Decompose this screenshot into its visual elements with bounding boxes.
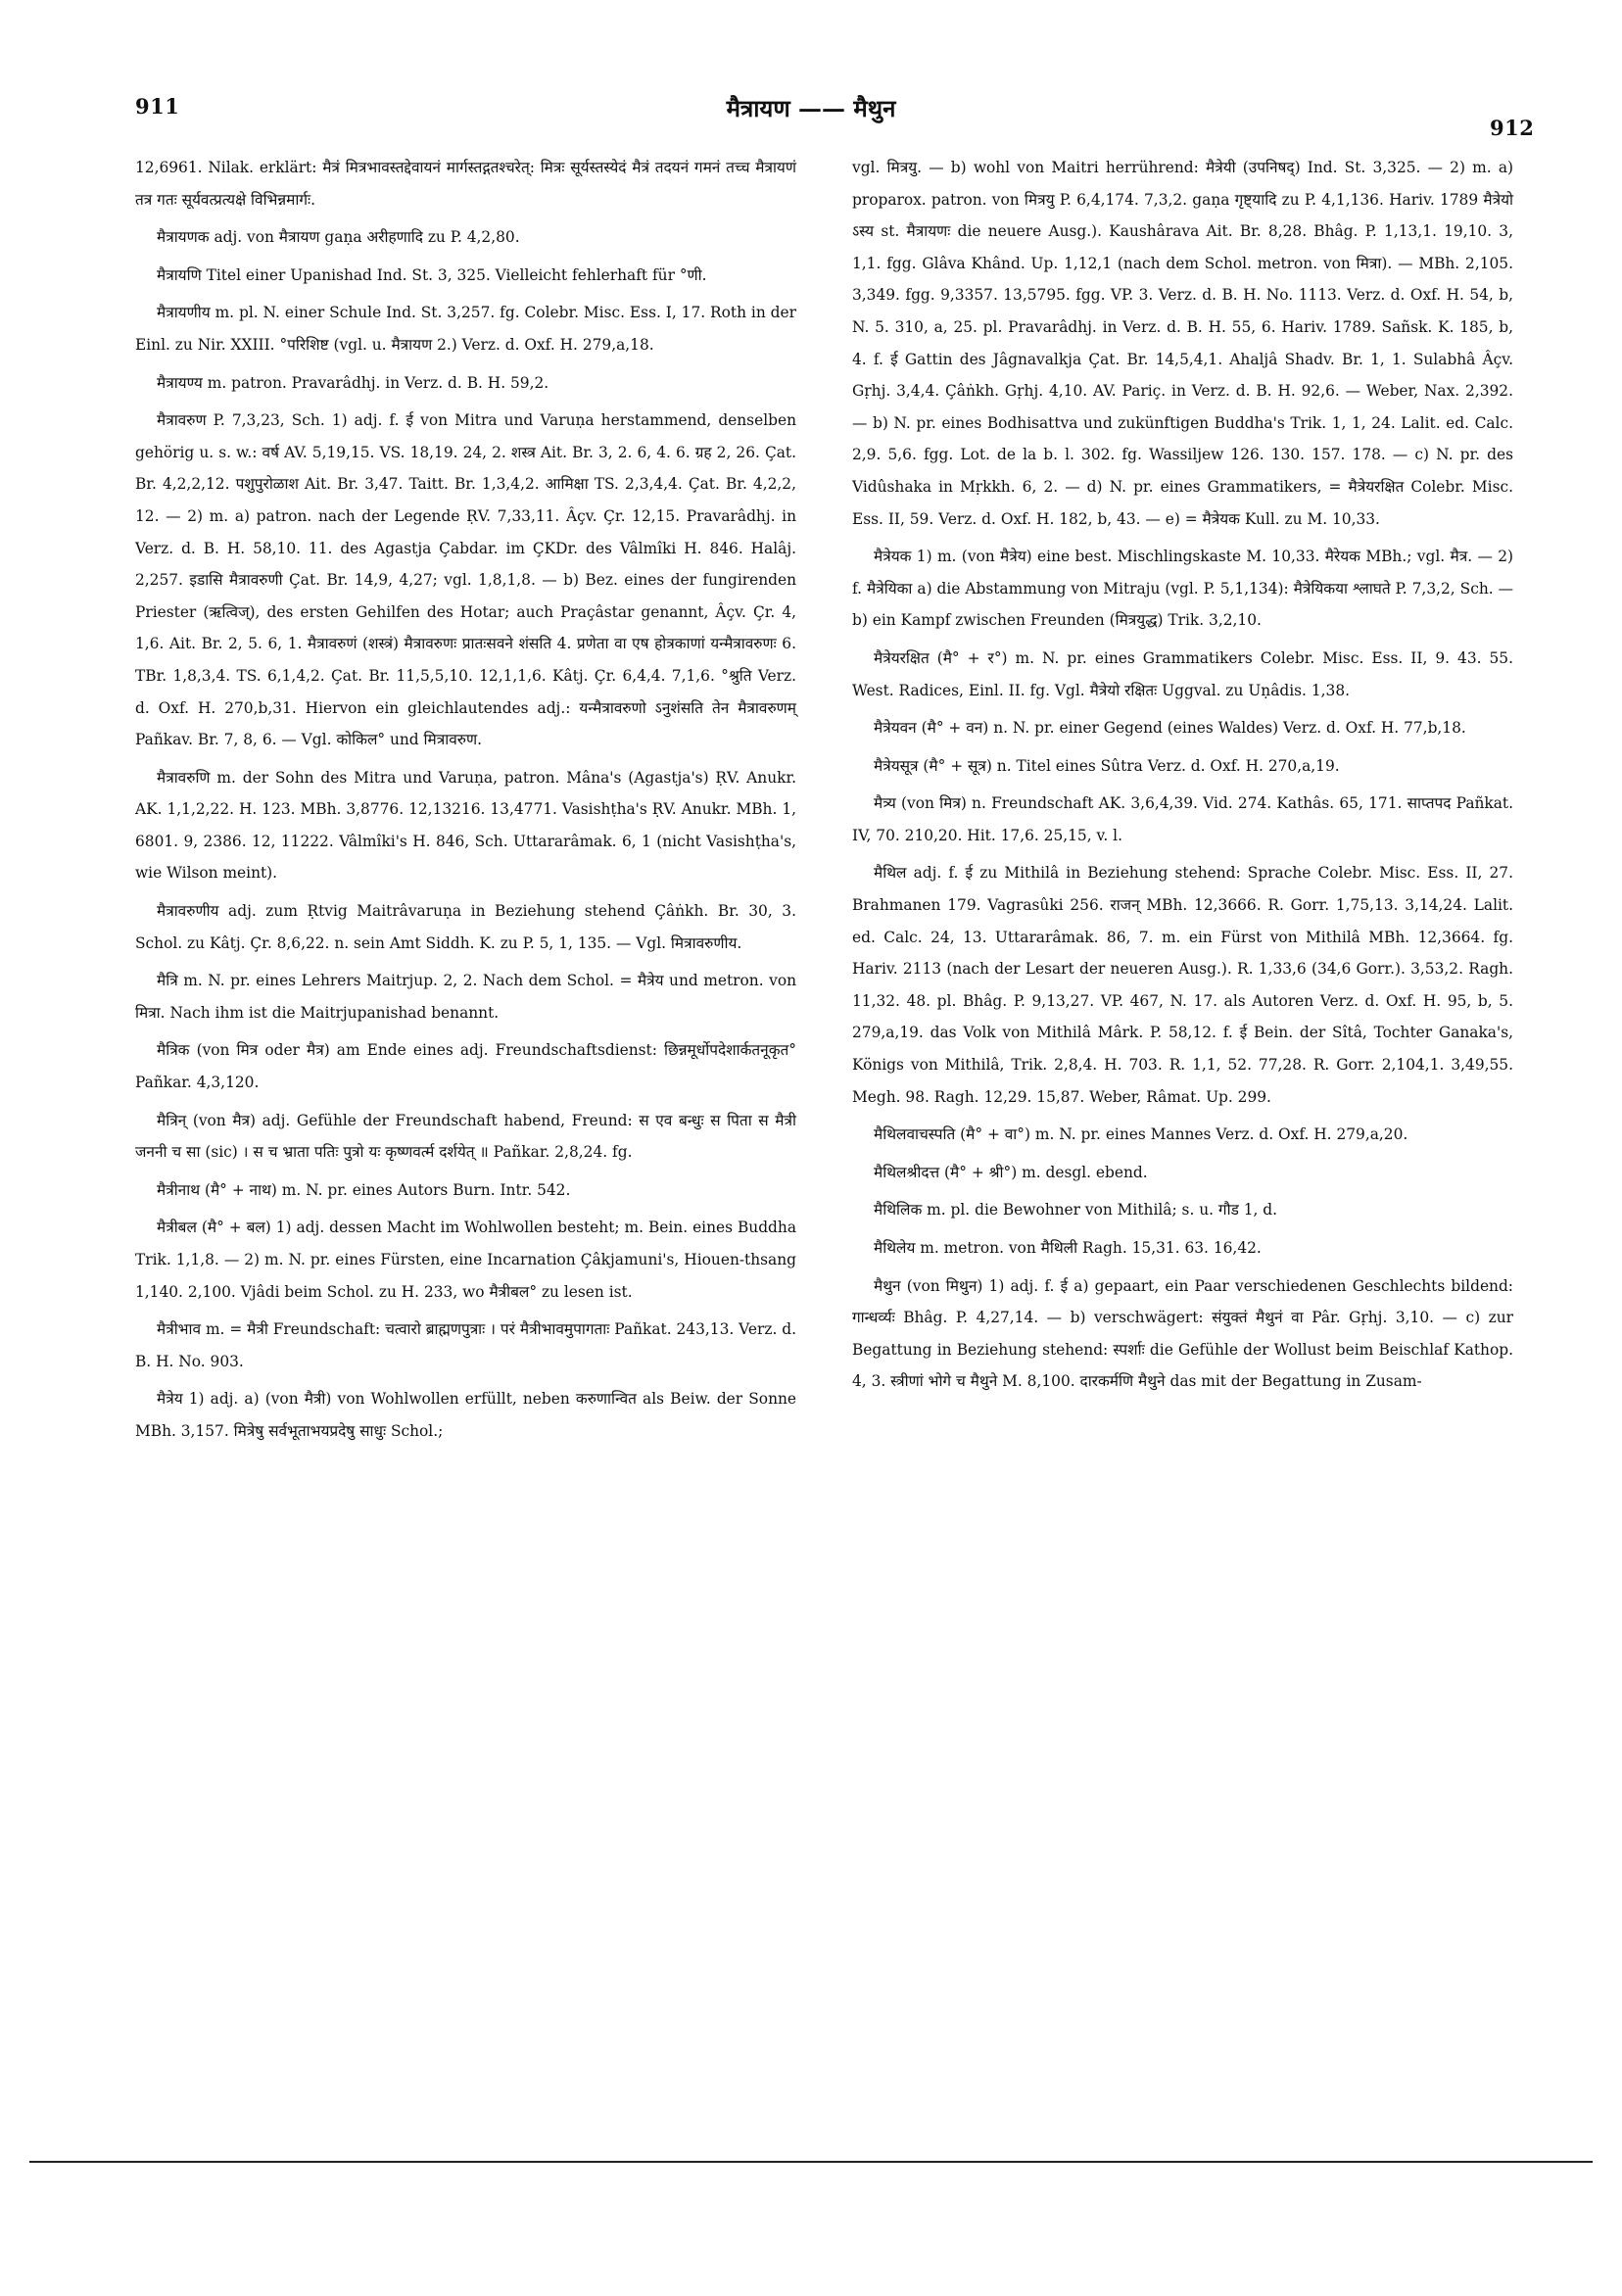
entry: मैत्रायणि Titel einer Upanishad Ind. St. 3, 325. Vielleicht fehlerhaft für °णी. <box>157 265 707 284</box>
entry: मैत्रायणीय m. pl. N. einer Schule Ind. St. 3,257. fg. Colebr. Misc. Ess. I, 17. Roth in der Einl. zu Nir. XXIII. °परिशिष्ट (vgl. u. मैत्रायण 2.) Verz. d. Oxf. H. 279,a,18. <box>135 304 796 354</box>
entry: मैत्रेय 1) adj. a) (von मैत्री) von Wohlwollen erfüllt, neben करुणान्वित als Beiw. der Sonne MBh. 3,157. मित्रेषु सर्वभूताभयप्रदेषु साधुः Schol.; <box>135 1390 796 1440</box>
entry: मैथिलिक m. pl. die Bewohner von Mithilâ; s. u. गौड 1, d. <box>874 1201 1278 1220</box>
entry: मैत्रीबल (मै° + बल) 1) adj. dessen Macht im Wohlwollen besteht; m. Bein. eines Buddha Trik. 1,1,8. — 2) m. N. pr. eines Fürsten, eine Incarnation Çâkjamuni's, Hiouen-thsang 1,140. 2,100. Vjâdi beim Schol. zu H. 233, wo मैत्रीबल° zu lesen ist. <box>135 1219 796 1301</box>
entry: मैत्रेयरक्षित (मै° + र°) m. N. pr. eines Grammatikers Colebr. Misc. Ess. II, 9. 43. 55. West. Radices, Einl. II. fg. Vgl. मैत्रेयो रक्षितः Uggval. zu Uṇâdis. 1,38. <box>852 648 1513 699</box>
entry: मैत्रावरुण P. 7,3,23, Sch. 1) adj. f. ई von Mitra und Varuṇa herstammend, denselben gehörig u. s. w.: वर्ष AV. 5,19,15. VS. 18,19. 24, 2. शस्त्र Ait. Br. 3, 2. 6, 4. 6. ग्रह 2, 26. Çat. Br. 4,2,2,12. पशुपुरोळाश Ait. Br. 3,47. Taitt. Br. 1,3,4,2. आमिक्षा TS. 2,3,4,4. Çat. Br. 4,2,2, 12. — 2) m. a) patron. nach der Legende ṚV. 7,33,11. Âçv. Çr. 12,15. Pravarâdhj. in Verz. d. B. H. 58,10. 11. des Agastja Çabdar. im ÇKDr. des Vâlmîki H. 846. Halâj. 2,257. इडासि मैत्रावरुणी Çat. Br. 14,9, 4,27; vgl. 1,8,1,8. — b) Bez. eines der fungirenden Priester (ऋत्विज्), des ersten Gehilfen des Hotar; auch Praçâstar genannt, Âçv. Çr. 4, 1,6. Ait. Br. 2, 5. 6, 1. मैत्रावरुणं (शस्त्रं) मैत्रावरुणः प्रातःसवने शंसति 4. प्रणेता वा एष होत्रकाणां यन्मैत्रावरुणः 6. TBr. 1,8,3,4. TS. 6,1,4,2. Çat. Br. 11,5,5,10. 12,1,1,6. Kâtj. Çr. 6,4,4. 7,1,6. °श्रुति Verz. d. Oxf. H. 270,b,31. Hiervon ein gleichlautendes adj.: यन्मैत्रावरुणो ऽनुशंसति तेन मैत्रावरुणम् Pañkav. Br. 7, 8, 6. — Vgl. कोकिल° und मित्रावरुण. <box>135 411 796 749</box>
entry: मैत्रावरुणीय adj. zum Ṛtvig Maitrâvaruṇa in Beziehung stehend Çâṅkh. Br. 30, 3. Schol. zu Kâtj. Çr. 8,6,22. n. sein Amt Siddh. K. zu P. 5, 1, 135. — Vgl. मित्रावरुणीय. <box>135 902 796 952</box>
page-number-left: 911 <box>135 94 180 119</box>
entry: मैत्रायण्य m. patron. Pravarâdhj. in Verz. d. B. H. 59,2. <box>157 373 549 392</box>
entry: मैत्रेयक 1) m. (von मैत्रेय) eine best. Mischlingskaste M. 10,33. मैरेयक MBh.; vgl. मैत्र. — 2) f. मैत्रेयिका a) die Abstammung von Mitraju (vgl. P. 5,1,134): मैत्रेयिकया श्लाघते P. 7,3,2, Sch. — b) ein Kampf zwischen Freunden (मित्रयुद्ध) Trik. 3,2,10. <box>852 548 1513 630</box>
entry: मैत्रेयवन (मै° + वन) n. N. pr. einer Gegend (eines Waldes) Verz. d. Oxf. H. 77,b,18. <box>874 719 1466 738</box>
entry: मैत्रि m. N. pr. eines Lehrers Maitrjup. 2, 2. Nach dem Schol. = मैत्रेय und metron. von मित्रा. Nach ihm ist die Maitrjupanishad benannt. <box>135 972 796 1022</box>
footer-rule <box>29 2161 1593 2163</box>
entry: मैत्रीभाव m. = मैत्री Freundschaft: चत्वारो ब्राह्मणपुत्राः । परं मैत्रीभावमुपागताः Pañkat. 243,13. Verz. d. B. H. No. 903. <box>135 1320 796 1370</box>
entry: मैथिल adj. f. ई zu Mithilâ in Beziehung stehend: Sprache Colebr. Misc. Ess. II, 27. Brahmanen 179. Vagrasûki 256. राजन् MBh. 12,3666. R. Gorr. 1,75,13. 3,14,24. Lalit. ed. Calc. 24, 13. Uttararâmak. 86, 7. m. ein Fürst von Mithilâ MBh. 12,3664. fg. Hariv. 2113 (nach der Lesart der neueren Ausg.). R. 1,33,6 (34,6 Gorr.). 3,53,2. Ragh. 11,32. 48. pl. Bhâg. P. 9,13,27. VP. 467, N. 17. als Autoren Verz. d. Oxf. H. 95, b, 5. 279,a,19. das Volk von Mithilâ Mârk. P. 58,12. f. ई Bein. der Sîtâ, Tochter Ganaka's, Königs von Mithilâ, Trik. 2,8,4. H. 703. R. 1,1, 52. 77,28. R. Gorr. 2,104,1. 3,49,55. Megh. 98. Ragh. 12,29. 15,87. Weber, Râmat. Up. 299. <box>852 864 1513 1106</box>
entry-continuation: 12,6961. Nilak. erklärt: मैत्रं मित्रभावस्तद्देवायनं मार्गस्तद्गतश्चरेत्: मित्रः सूर्यस्तस्येदं मैत्रं तदयनं गमनं तच्च मैत्रायणं तत्र गतः सूर्यवत्प्रत्यक्षे विभिन्नमार्गः. <box>135 159 796 209</box>
entry: मैथिलश्रीदत्त (मै° + श्री°) m. desgl. ebend. <box>874 1163 1148 1181</box>
entry-continuation: vgl. मित्रयु. — b) wohl von Maitri herrührend: मैत्रेयी (उपनिषद्) Ind. St. 3,325. — 2) m. a) proparox. patron. von मित्रयु P. 6,4,174. 7,3,2. gaṇa गृष्ट्यादि zu P. 4,1,136. Hariv. 1789 मैत्रेयो ऽस्य st. मैत्रायणः die neuere Ausg.). Kaushârava Ait. Br. 8,28. Bhâg. P. 1,13,1. 19,10. 3, 1,1. fgg. Glâva Khând. Up. 1,12,1 (nach dem Schol. metron. von मित्रा). — MBh. 2,105. 3,349. fgg. 9,3357. 13,5795. fgg. VP. 3. Verz. d. B. H. No. 1113. Verz. d. Oxf. H. 54, b, N. 5. 310, a, 25. pl. Pravarâdhj. in Verz. d. B. H. 55, 6. Hariv. 1789. Sañsk. K. 185, b, 4. f. ई Gattin des Jâgnavalkja Çat. Br. 14,5,4,1. Ahaljâ Shadv. Br. 1, 1. Sulabhâ Âçv. Gṛhj. 3,4,4. Çâṅkh. Gṛhj. 4,10. AV. Pariç. in Verz. d. B. H. 92,6. — Weber, Nax. 2,392. — b) N. pr. eines Bodhisattva und zukünftigen Buddha's Trik. 1, 1, 24. Lalit. ed. Calc. 2,9. 5,6. fgg. Lot. de la b. l. 302. fg. Wassiljew 126. 130. 157. 178. — c) N. pr. des Vidûshaka in Mṛkkh. 6, 2. — d) N. pr. eines Grammatikers, = मैत्रेयरक्षित Colebr. Misc. Ess. II, 59. Verz. d. Oxf. H. 182, b, 43. — e) = मैत्रेयक Kull. zu M. 10,33. <box>852 159 1513 528</box>
entry: मैत्रीनाथ (मै° + नाथ) m. N. pr. eines Autors Burn. Intr. 542. <box>157 1180 571 1199</box>
entry: मैत्र्य (von मित्र) n. Freundschaft AK. 3,6,4,39. Vid. 274. Kathâs. 65, 171. साप्तपद Pañkat. IV, 70. 210,20. Hit. 17,6. 25,15, v. l. <box>852 794 1513 844</box>
running-header: मैत्रायण —— मैथुन <box>726 94 896 122</box>
right-column <box>852 152 1513 1404</box>
entry: मैत्रिक (von मित्र oder मैत्र) am Ende eines adj. Freundschaftsdienst: छिन्नमूर्धोपदेशार्कतनूकृत° Pañkar. 4,3,120. <box>135 1041 796 1092</box>
entry: मैत्रिन् (von मैत्र) adj. Gefühle der Freundschaft habend, Freund: स एव बन्धुः स पिता स मैत्री जननी च सा (sic) । स च भ्राता पतिः पुत्रो यः कृष्णवर्त्म दर्शयेत् ॥ Pañkar. 2,8,24. fg. <box>135 1111 796 1162</box>
entry: मैथिलेय m. metron. von मैथिली Ragh. 15,31. 63. 16,42. <box>874 1239 1262 1257</box>
entry: मैथिलवाचस्पति (मै° + वा°) m. N. pr. eines Mannes Verz. d. Oxf. H. 279,a,20. <box>874 1125 1408 1144</box>
page-number-right: 912 <box>1490 116 1535 140</box>
left-column <box>135 152 796 1454</box>
entry: मैत्रेयसूत्र (मै° + सूत्र) n. Titel eines Sûtra Verz. d. Oxf. H. 270,a,19. <box>874 756 1340 775</box>
entry: मैत्रायणक adj. von मैत्रायण gaṇa अरीहणादि zu P. 4,2,80. <box>157 228 520 247</box>
entry: मैथुन (von मिथुन) 1) adj. f. ई a) gepaart, ein Paar verschiedenen Geschlechts bildend: गान्धर्व्यः Bhâg. P. 4,27,14. — b) verschwägert: संयुक्तं मैथुनं वा Pâr. Gṛhj. 3,10. — c) zur Begattung in Beziehung stehend: स्पर्शाः die Gefühle der Wollust beim Beischlaf Kathop. 4, 3. स्त्रीणां भोगे च मैथुने M. 8,100. दारकर्मणि मैथुने das mit der Begattung in Zusam- <box>852 1276 1513 1391</box>
entry: मैत्रावरुणि m. der Sohn des Mitra und Varuṇa, patron. Mâna's (Agastja's) ṚV. Anukr. AK. 1,1,2,22. H. 123. MBh. 3,8776. 12,13216. 13,4771. Vasishṭha's ṚV. Anukr. MBh. 1, 6801. 9, 2386. 12, 11222. Vâlmîki's H. 846, Sch. Uttararâmak. 6, 1 (nicht Vasishṭha's, wie Wilson meint). <box>135 768 796 883</box>
